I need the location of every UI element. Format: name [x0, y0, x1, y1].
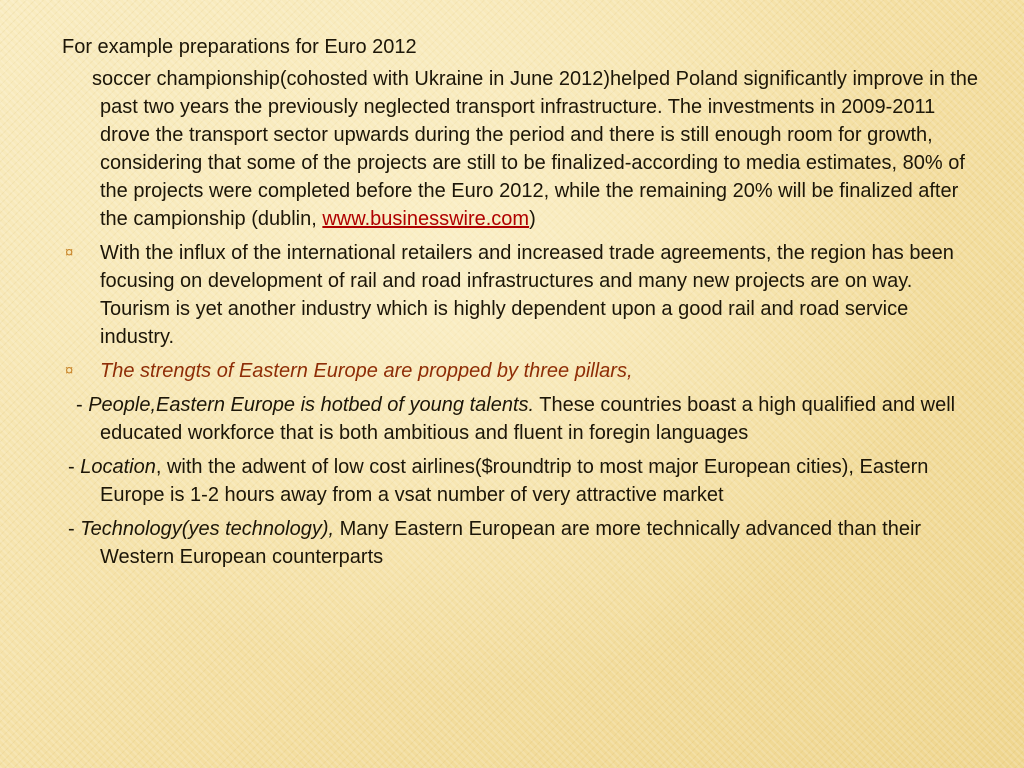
pillar-people	[62, 391, 982, 447]
pillar-prefix: -	[68, 456, 81, 478]
bullet-icon: ¤	[65, 244, 74, 261]
pillar-prefix: -	[76, 394, 89, 416]
intro-text: soccer championship(cohosted with Ukraine in June 2012)helped Poland significantly improve in the past two years the previously neglected transport infrastructure. The investments in 2009-2011 drove the transport sector upwards during the period and there is still enough room for growth, considering that some of the projects are still to be finalized-according to media estimates, 80% of the projects were completed before the Euro 2012, while the remaining 20% will be finalized after the campionship (dublin,	[92, 68, 979, 230]
pillar-label: Technology(yes technology),	[80, 518, 335, 540]
pillar-text: These countries boast a high qualified and well educated workforce that is both ambitious and fluent in foregin languages	[100, 394, 956, 444]
pillars-heading: The strengts of Eastern Europe are propped by three pillars	[100, 360, 627, 382]
intro-closing: )	[529, 208, 536, 230]
pillar-prefix: -	[68, 518, 81, 540]
businesswire-link[interactable]: www.businesswire.com	[322, 208, 530, 230]
intro-paragraph	[62, 65, 982, 233]
slide-heading: For example preparations for Euro 2012	[62, 36, 417, 58]
slide-content	[62, 33, 982, 571]
pillars-heading-suffix: ,	[626, 360, 633, 382]
bullet-icon: ¤	[65, 362, 74, 379]
bullet-text: With the influx of the international retailers and increased trade agreements, the region has been focusing on development of rail and road infrastructures and many new projects are on way. Tourism is yet another industry which is highly dependent upon a good rail and road service industry.	[100, 242, 954, 348]
bullet-item-infrastructure	[62, 239, 982, 351]
pillar-label: People,Eastern Europe is hotbed of young talents.	[88, 394, 535, 416]
pillar-technology	[62, 515, 982, 571]
pillar-text: Many Eastern European are more technically advanced than their Western European counterparts	[100, 518, 922, 568]
pillar-label: Location	[80, 456, 156, 478]
pillar-text: , with the adwent of low cost airlines($roundtrip to most major European cities), Eastern Europe is 1-2 hours away from a vsat number of very attractive market	[100, 456, 929, 506]
bullet-item-pillars	[62, 357, 982, 385]
pillar-location	[62, 453, 982, 509]
